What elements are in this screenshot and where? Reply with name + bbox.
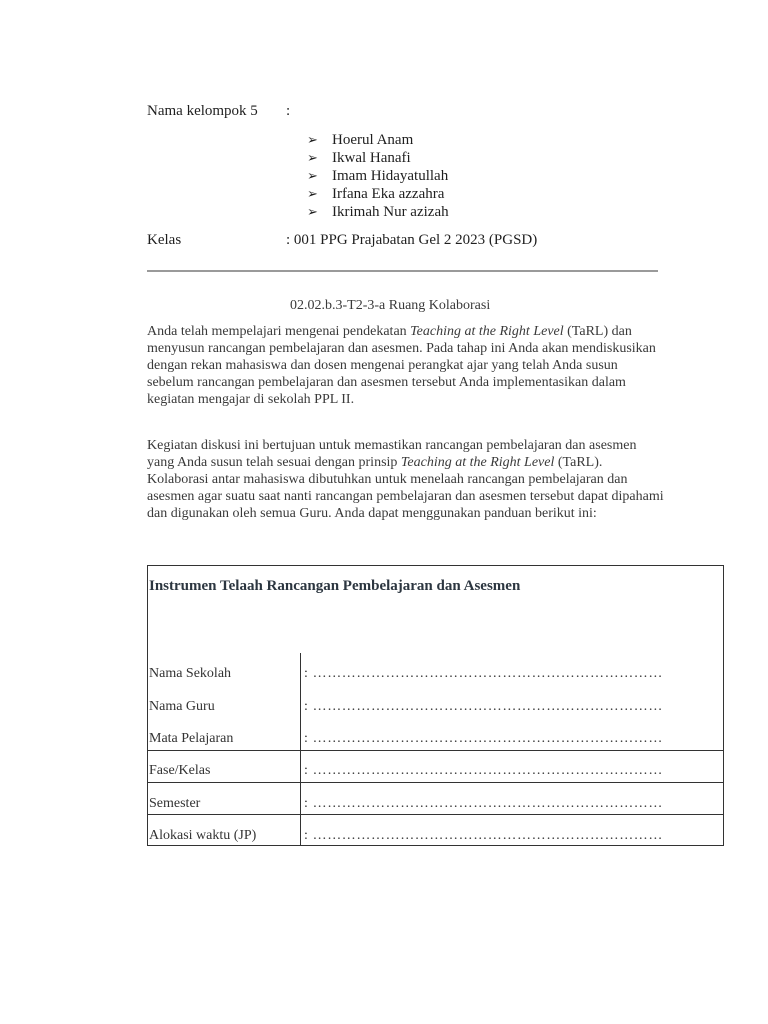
group-colon: : (286, 103, 291, 119)
member-name: Hoerul Anam (332, 132, 414, 148)
class-label: Kelas (147, 232, 182, 248)
member-name: Irfana Eka azzahra (332, 186, 445, 202)
paragraph-emphasis: Teaching at the Right Level (400, 455, 555, 470)
field-blank-subject: : ……………………………………………………………… (304, 731, 663, 746)
table-row-divider (147, 750, 724, 751)
list-item (307, 185, 444, 203)
intro-paragraph (147, 323, 667, 408)
field-blank-teacher: : ……………………………………………………………… (304, 699, 663, 714)
paragraph-text: (TaRL) dan menyusun rancangan pembelajaran dan asesmen. Pada tahap ini Anda akan mendiskusikan dengan rekan mahasiswa dan dosen mengenai perangkat ajar yang telah Anda susun sebelum rancangan pembelajaran dan asesmen tersebut Anda implementasikan dalam kegiatan mengajar di sekolah PPL II. (147, 324, 656, 407)
member-name: Ikwal Hanafi (332, 150, 411, 166)
member-name: Imam Hidayatullah (332, 168, 449, 184)
field-blank-school: : ……………………………………………………………… (304, 666, 663, 681)
field-blank-time: : ……………………………………………………………… (304, 828, 663, 843)
arrowhead-bullet-icon: ➢ (307, 186, 318, 201)
field-label-semester: Semester (149, 796, 201, 811)
section-title: 02.02.b.3-T2-3-a Ruang Kolaborasi (290, 298, 491, 313)
field-label-subject: Mata Pelajaran (149, 731, 234, 746)
divider (147, 270, 658, 272)
group-label: Nama kelompok 5 (147, 103, 258, 119)
table-row-divider (147, 814, 724, 815)
arrowhead-bullet-icon: ➢ (307, 168, 318, 183)
list-item (307, 131, 413, 149)
paragraph-text: (TaRL). Kolaborasi antar mahasiswa dibutuhkan untuk menelaah rancangan pembelajaran dan asesmen agar suatu saat nanti rancangan pembelajaran dan asesmen tersebut dapat dipahami dan digunakan oleh semua Guru. Anda dapat menggunakan panduan berikut ini: (147, 455, 664, 521)
field-label-school: Nama Sekolah (149, 666, 232, 681)
purpose-paragraph (147, 437, 667, 522)
paragraph-text: Kegiatan diskusi ini bertujuan untuk memastikan rancangan pembelajaran dan asesmen yang Anda susun telah sesuai dengan prinsip (147, 438, 637, 470)
field-blank-semester: : ……………………………………………………………… (304, 796, 663, 811)
field-label-time: Alokasi waktu (JP) (149, 828, 257, 843)
field-label-phase: Fase/Kelas (149, 763, 211, 778)
list-item (307, 149, 411, 167)
table-row-divider (147, 782, 724, 783)
instrument-title: Instrumen Telaah Rancangan Pembelajaran dan Asesmen (149, 578, 521, 594)
arrowhead-bullet-icon: ➢ (307, 132, 318, 147)
field-blank-phase: : ……………………………………………………………… (304, 763, 663, 778)
field-label-teacher: Nama Guru (149, 699, 215, 714)
arrowhead-bullet-icon: ➢ (307, 204, 318, 219)
list-item (307, 203, 449, 221)
list-item (307, 167, 448, 185)
class-value: : 001 PPG Prajabatan Gel 2 2023 (PGSD) (286, 232, 538, 248)
member-name: Ikrimah Nur azizah (332, 204, 449, 220)
arrowhead-bullet-icon: ➢ (307, 150, 318, 165)
paragraph-emphasis: Teaching at the Right Level (410, 324, 564, 339)
paragraph-text: Anda telah mempelajari mengenai pendekatan (147, 324, 411, 339)
